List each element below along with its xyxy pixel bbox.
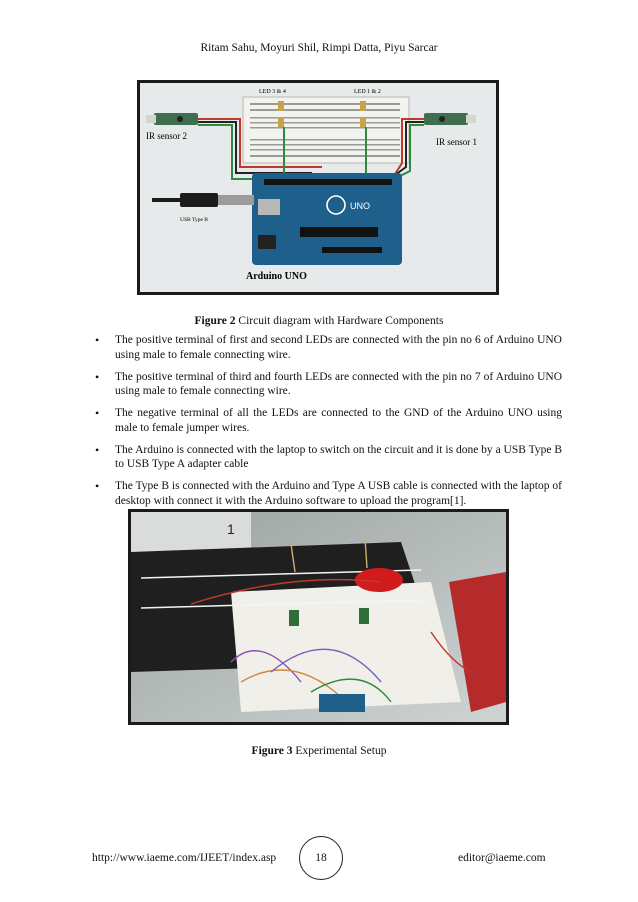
- page-number: [299, 836, 343, 880]
- page-number-text: 18: [315, 852, 327, 864]
- figure-3-caption-text: Experimental Setup: [292, 745, 387, 757]
- arduino-board: [319, 694, 365, 712]
- figure-2-caption-text: Circuit diagram with Hardware Components: [235, 315, 444, 327]
- photo-handwritten-mark: 1: [227, 521, 235, 537]
- list-item: • The positive terminal of third and fourth LEDs are connected with the pin no 7 of Arduino UNO using male to female connecting wire.: [92, 370, 562, 399]
- figure-3-caption-label: Figure 3: [251, 745, 293, 757]
- list-item: • The positive terminal of first and second LEDs are connected with the pin no 6 of Arduino UNO using male to female connecting wire.: [92, 333, 562, 362]
- arduino-uno-board: [252, 173, 402, 265]
- list-item: • The negative terminal of all the LEDs are connected to the GND of the Arduino UNO using male to female jumper wires.: [92, 406, 562, 435]
- usb-type-b-label: USB Type B: [180, 217, 208, 223]
- bullet-list: [92, 333, 562, 516]
- circuit-diagram-image: [140, 83, 496, 292]
- led-3-4-label: LED 3 & 4: [259, 89, 286, 95]
- sensor-module: [289, 610, 299, 626]
- experimental-setup-image: [131, 512, 506, 722]
- ir-sensor-1-label: IR sensor 1: [436, 137, 477, 147]
- figure-2-caption-label: Figure 2: [194, 315, 236, 327]
- ir-sensor-2-label: IR sensor 2: [146, 131, 187, 141]
- led-1-2-label: LED 1 & 2: [354, 89, 381, 95]
- figure-2-circuit-diagram: [137, 80, 499, 295]
- list-item: • The Arduino is connected with the laptop to switch on the circuit and it is done by a USB Type B to USB Type A adapter cable: [92, 443, 562, 472]
- footer-email-link[interactable]: editor@iaeme.com: [458, 852, 546, 864]
- figure-3-caption: [0, 745, 638, 757]
- figure-3-photo: [128, 509, 509, 725]
- sensor-module: [359, 608, 369, 624]
- breadboard: [243, 97, 409, 163]
- figure-2-caption: [0, 315, 638, 327]
- footer-url-link[interactable]: http://www.iaeme.com/IJEET/index.asp: [92, 852, 277, 864]
- uno-logo-text: UNO: [350, 201, 370, 211]
- list-item: • The Type B is connected with the Arduino and Type A USB cable is connected with the laptop of desktop with connect it with the Arduino software to upload the program[1].: [92, 479, 562, 508]
- arduino-uno-label: Arduino UNO: [246, 271, 307, 282]
- running-header: Ritam Sahu, Moyuri Shil, Rimpi Datta, Piyu Sarcar: [200, 42, 438, 54]
